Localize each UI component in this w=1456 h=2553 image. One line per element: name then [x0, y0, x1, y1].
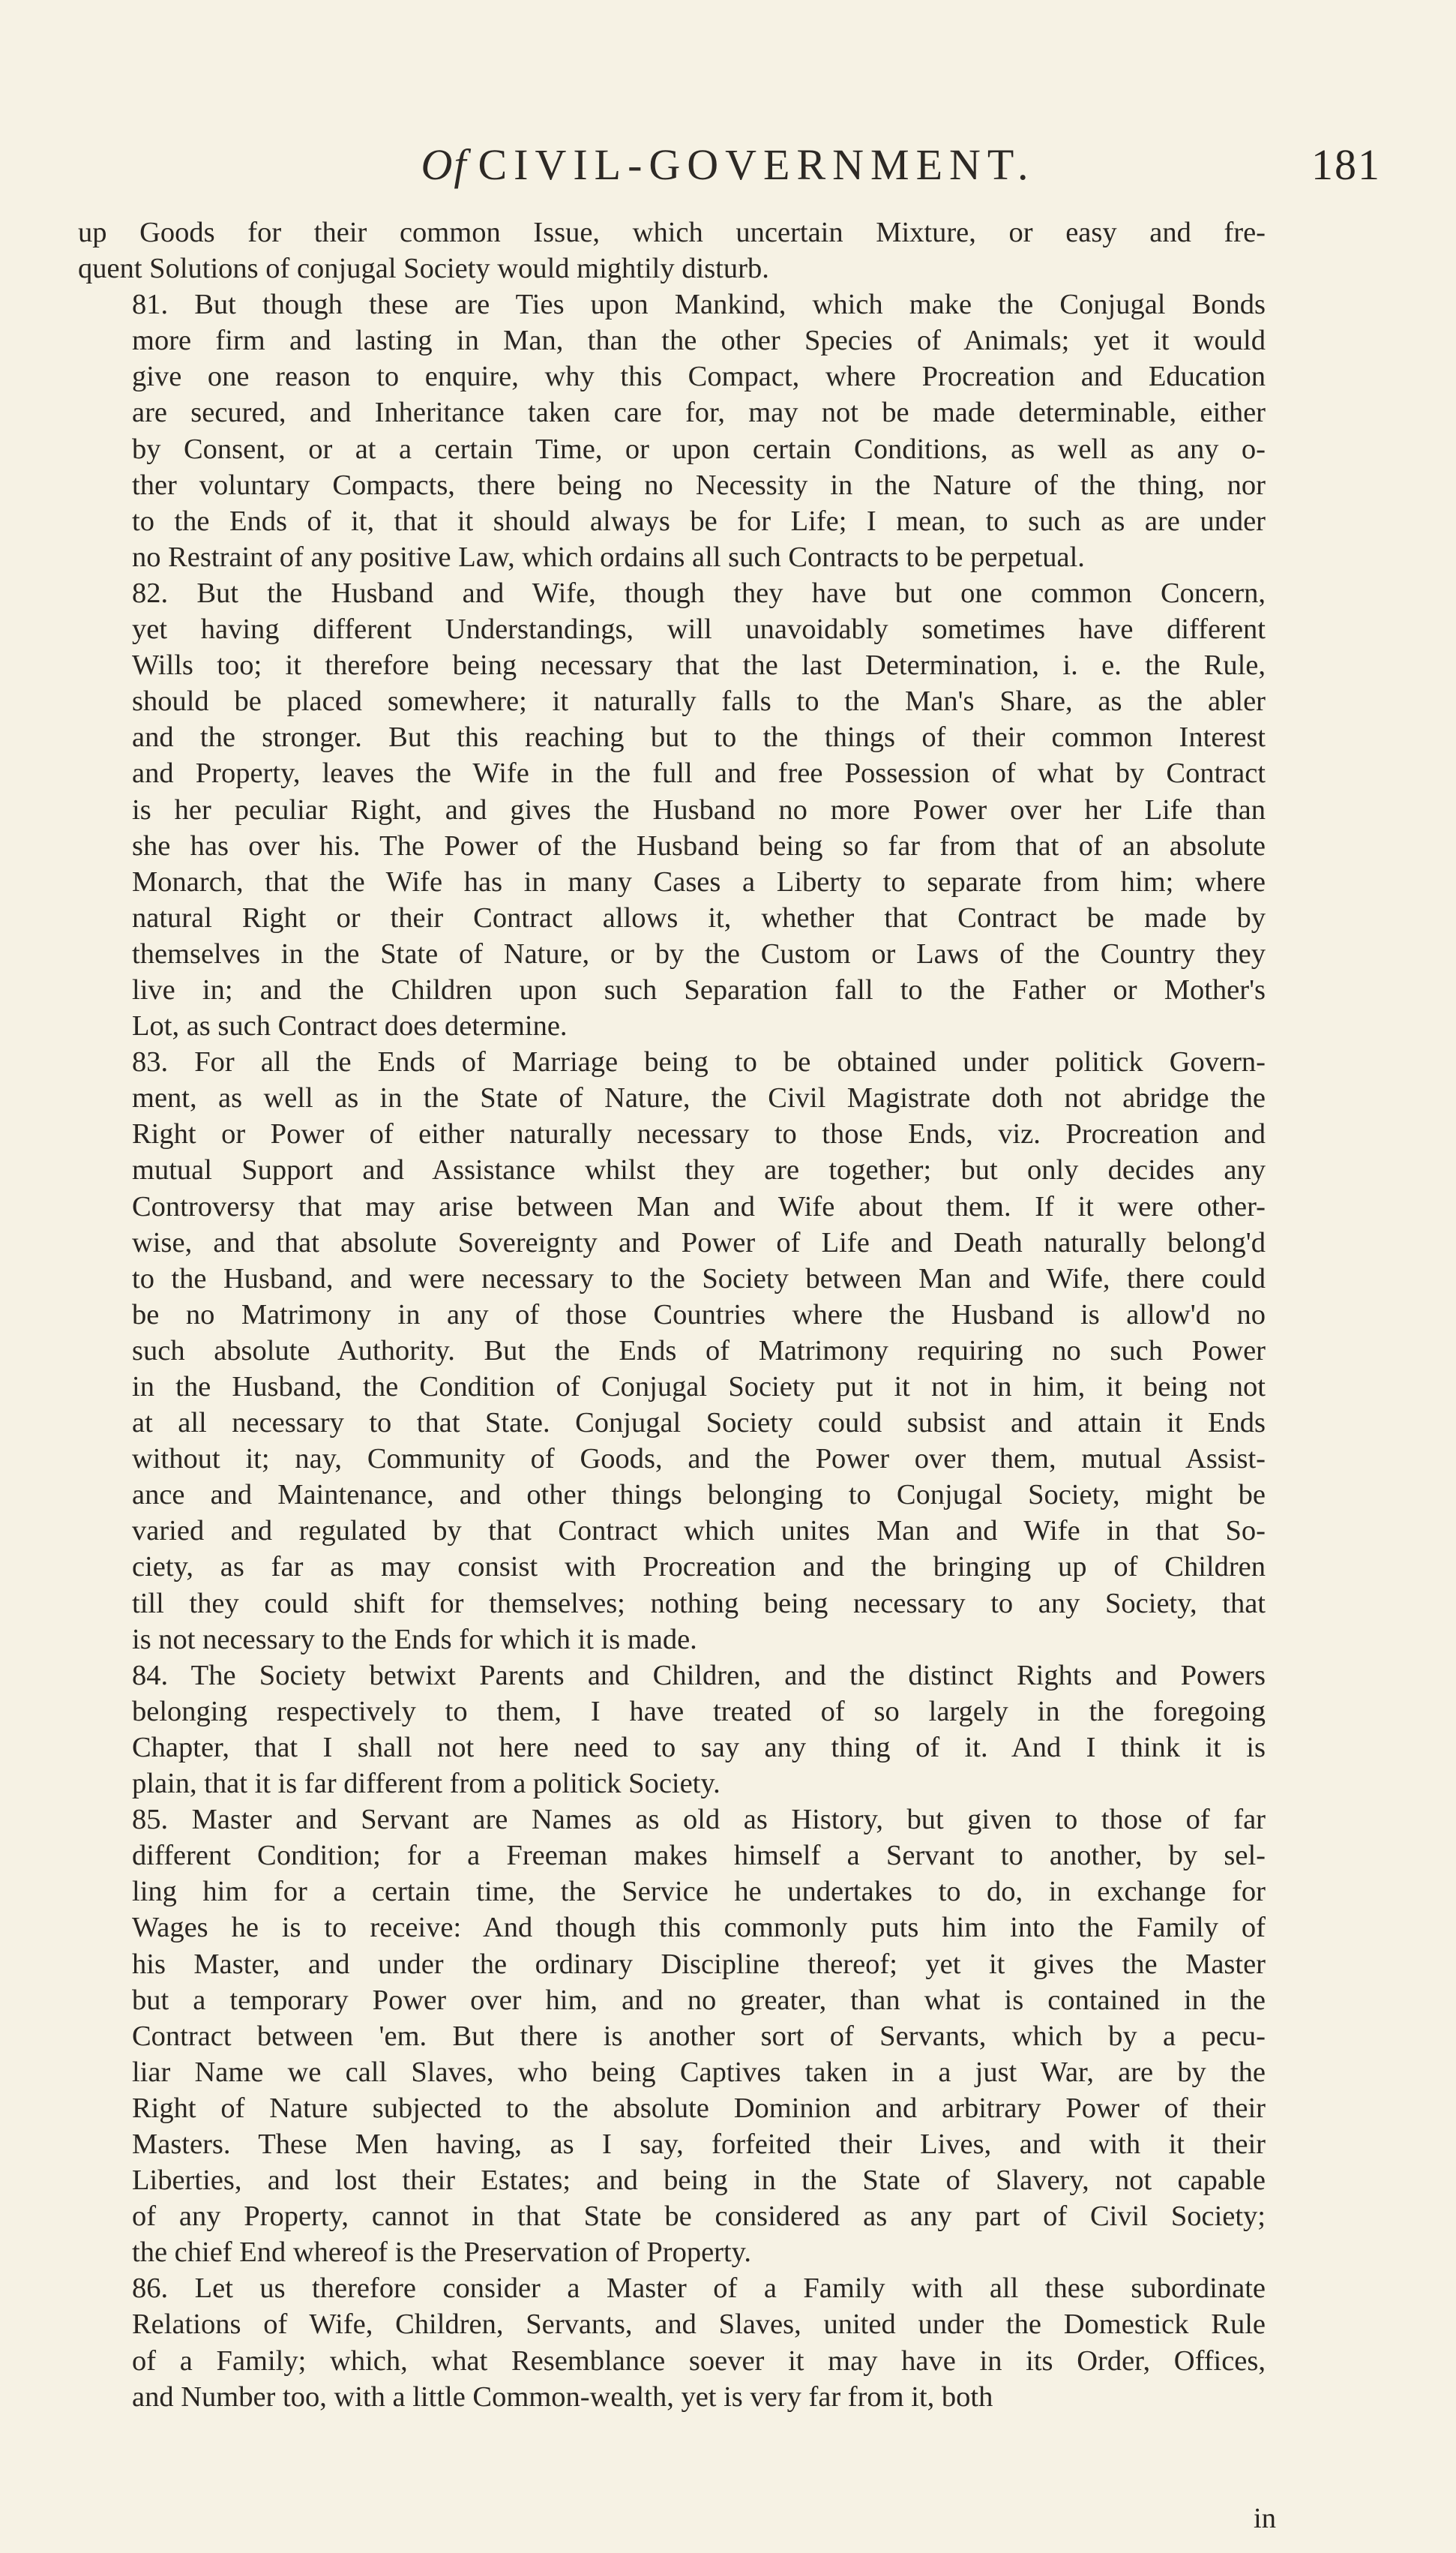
text-line: varied and regulated by that Contract which unites Man and Wife in that So-	[132, 1515, 1266, 1547]
text-line: Masters. These Men having, as I say, forfeited their Lives, and with it their	[132, 2128, 1266, 2160]
running-title-main: CIVIL-GOVERNMENT.	[478, 140, 1035, 189]
text-line: and the stronger. But this reaching but to the things of their common Interest	[132, 722, 1266, 754]
text-line: the chief End whereof is the Preservation of Property.	[132, 2236, 752, 2269]
paragraph-p84	[78, 1658, 1266, 1802]
text-line: Wages he is to receive: And though this commonly puts him into the Family of	[132, 1912, 1266, 1944]
paragraph-p85	[78, 1802, 1266, 2270]
text-line: 86. Let us therefore consider a Master of a Family with all these subordinate	[132, 2272, 1266, 2305]
text-line: ciety, as far as may consist with Procreation and the bringing up of Children	[132, 1551, 1266, 1583]
text-line: ther voluntary Compacts, there being no Necessity in the Nature of the thing, nor	[132, 469, 1266, 501]
text-line: of a Family; which, what Resemblance soever it may have in its Order, Offices,	[132, 2344, 1266, 2377]
text-line: Wills too; it therefore being necessary that the last Determination, i. e. the Rule,	[132, 650, 1266, 682]
text-line: ance and Maintenance, and other things belonging to Conjugal Society, might be	[132, 1479, 1266, 1511]
catchword: in	[1254, 2503, 1276, 2534]
text-line: Monarch, that the Wife has in many Cases a Liberty to separate from him; where	[132, 866, 1266, 898]
text-line: should be placed somewhere; it naturally falls to the Man's Share, as the abler	[132, 686, 1266, 718]
text-line: Lot, as such Contract does determine.	[132, 1010, 568, 1042]
text-line: 85. Master and Servant are Names as old as History, but given to those of far	[132, 1804, 1266, 1836]
text-line: give one reason to enquire, why this Compact, where Procreation and Education	[132, 361, 1266, 393]
running-title	[75, 140, 1381, 190]
text-line: natural Right or their Contract allows it, whether that Contract be made by	[132, 902, 1266, 934]
text-line: Liberties, and lost their Estates; and being in the State of Slavery, not capable	[132, 2164, 1266, 2197]
text-line: wise, and that absolute Sovereignty and Power of Life and Death naturally belong'd	[132, 1226, 1266, 1258]
text-line: such absolute Authority. But the Ends of Matrimony requiring no such Power	[132, 1334, 1266, 1366]
text-line: of any Property, cannot in that State be considered as any part of Civil Society;	[132, 2200, 1266, 2233]
text-line: Right of Nature subjected to the absolute Dominion and arbitrary Power of their	[132, 2092, 1266, 2124]
text-line: 83. For all the Ends of Marriage being to be obtained under politick Govern-	[132, 1046, 1266, 1078]
text-line: to the Husband, and were necessary to the Society between Man and Wife, there could	[132, 1262, 1266, 1294]
text-line: Contract between 'em. But there is another sort of Servants, which by a pecu-	[132, 2020, 1266, 2052]
text-line: plain, that it is far different from a politick Society.	[132, 1768, 721, 1800]
text-line: ment, as well as in the State of Nature, the Civil Magistrate doth not abridge the	[132, 1082, 1266, 1114]
text-line: is not necessary to the Ends for which it is made.	[132, 1623, 697, 1655]
text-line: yet having different Understandings, will unavoidably sometimes have different	[132, 614, 1266, 646]
text-line: themselves in the State of Nature, or by the Custom or Laws of the Country they	[132, 938, 1266, 970]
text-line: without it; nay, Community of Goods, and the Power over them, mutual Assist-	[132, 1443, 1266, 1475]
text-line: but a temporary Power over him, and no greater, than what is contained in the	[132, 1984, 1266, 2016]
text-line: are secured, and Inheritance taken care for, may not be made determinable, either	[132, 397, 1266, 429]
text-line: no Restraint of any positive Law, which ordains all such Contracts to be perpetual.	[132, 541, 1085, 573]
text-line: quent Solutions of conjugal Society would mightily disturb.	[78, 253, 769, 285]
text-line: belonging respectively to them, I have treated of so largely in the foregoing	[132, 1695, 1266, 1727]
paragraph-p81	[78, 286, 1266, 575]
text-line: more firm and lasting in Man, than the other Species of Animals; yet it would	[132, 325, 1266, 357]
text-line: till they could shift for themselves; nothing being necessary to any Society, that	[132, 1587, 1266, 1619]
text-line: Relations of Wife, Children, Servants, and Slaves, united under the Domestick Rule	[132, 2308, 1266, 2341]
text-line: Controversy that may arise between Man and Wife about them. If it were other-	[132, 1190, 1266, 1222]
text-line: is her peculiar Right, and gives the Husband no more Power over her Life than	[132, 794, 1266, 826]
text-line: and Number too, with a little Common-wealth, yet is very far from it, both	[132, 2380, 993, 2413]
text-line: to the Ends of it, that it should always be for Life; I mean, to such as are under	[132, 505, 1266, 537]
paragraph-p82	[78, 575, 1266, 1044]
paragraph-p86	[78, 2270, 1266, 2414]
text-line: Right or Power of either naturally necessary to those Ends, viz. Procreation and	[132, 1118, 1266, 1150]
page-number: 181	[1311, 140, 1381, 189]
running-title-of: Of	[421, 140, 468, 189]
text-line: by Consent, or at a certain Time, or upon certain Conditions, as well as any o-	[132, 433, 1266, 465]
paragraph-p83	[78, 1044, 1266, 1658]
text-line: up Goods for their common Issue, which uncertain Mixture, or easy and fre-	[78, 217, 1266, 248]
text-line: and Property, leaves the Wife in the full and free Possession of what by Contract	[132, 758, 1266, 790]
text-line: 82. But the Husband and Wife, though they have but one common Concern,	[132, 577, 1266, 609]
running-header	[75, 140, 1381, 207]
text-line: 84. The Society betwixt Parents and Children, and the distinct Rights and Powers	[132, 1659, 1266, 1691]
text-line: at all necessary to that State. Conjugal Society could subsist and attain it Ends	[132, 1407, 1266, 1439]
text-line: different Condition; for a Freeman makes himself a Servant to another, by sel-	[132, 1840, 1266, 1872]
text-line: mutual Support and Assistance whilst they are together; but only decides any	[132, 1154, 1266, 1186]
text-line: liar Name we call Slaves, who being Captives taken in a just War, are by the	[132, 2056, 1266, 2088]
text-line: in the Husband, the Condition of Conjugal Society put it not in him, it being not	[132, 1371, 1266, 1402]
text-line: his Master, and under the ordinary Discipline thereof; yet it gives the Master	[132, 1948, 1266, 1980]
body-text	[78, 214, 1266, 2415]
text-line: live in; and the Children upon such Separation fall to the Father or Mother's	[132, 974, 1266, 1006]
paragraph-p80-cont	[78, 214, 1266, 286]
text-line: 81. But though these are Ties upon Mankind, which make the Conjugal Bonds	[132, 289, 1266, 321]
text-line: be no Matrimony in any of those Countries where the Husband is allow'd no	[132, 1298, 1266, 1330]
text-line: Chapter, that I shall not here need to say any thing of it. And I think it is	[132, 1731, 1266, 1763]
text-line: ling him for a certain time, the Service he undertakes to do, in exchange for	[132, 1876, 1266, 1908]
text-line: she has over his. The Power of the Husband being so far from that of an absolute	[132, 830, 1266, 862]
